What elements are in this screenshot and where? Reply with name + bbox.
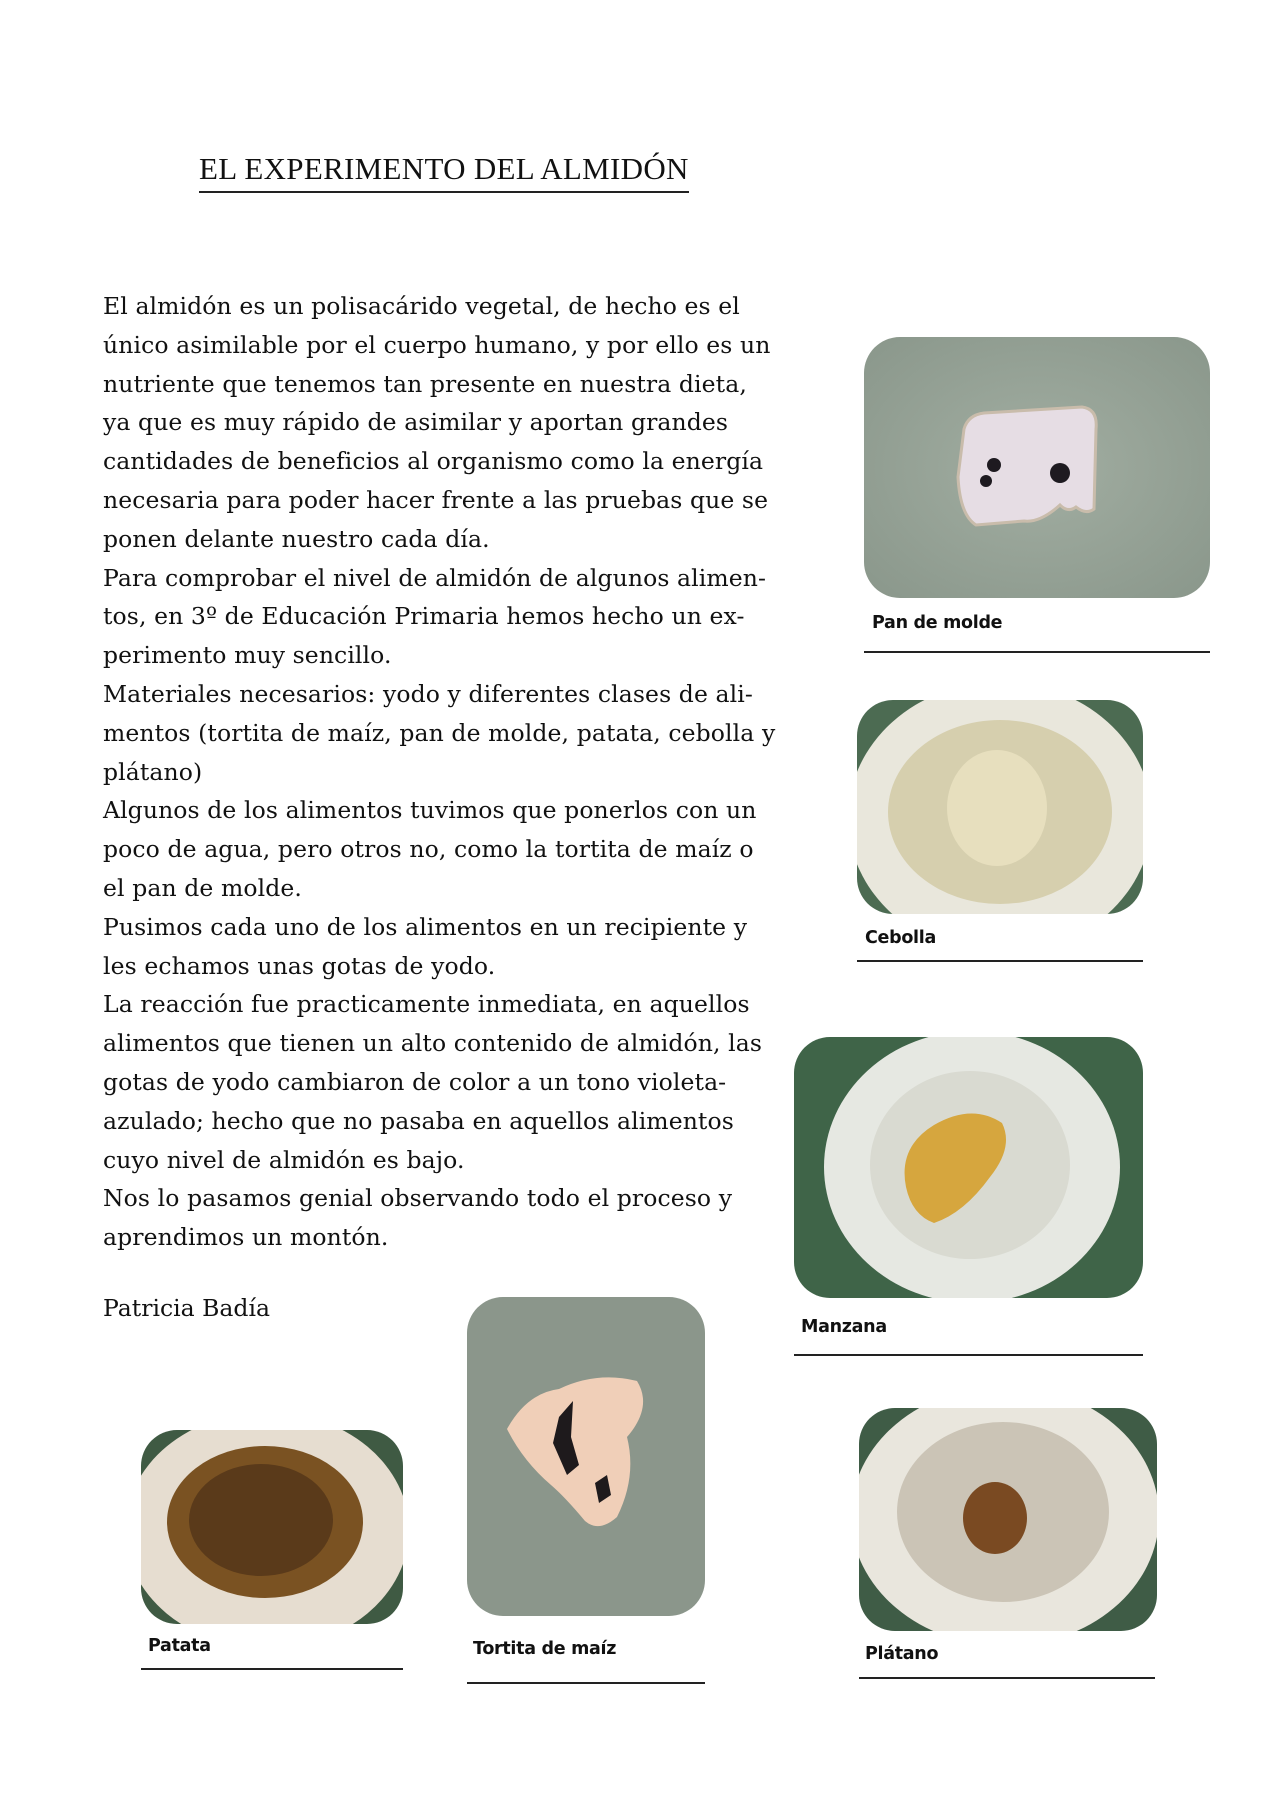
paragraph-procedure: Pusimos cada uno de los alimentos en un recipiente y les echamos unas gotas de yodo.: [103, 912, 748, 980]
photo-manzana: [794, 1037, 1143, 1298]
caption-tortita-de-maiz: Tortita de maíz: [473, 1639, 617, 1659]
paragraph-intro: El almidón es un polisacárido vegetal, de hecho es el único asimilable por el cuerpo humano, y por ello es un nutriente que tenemos tan presente en nuestra dieta, ya que es muy rápido de asimilar y aportan grandes cantidades de beneficios al organismo como la energía necesaria para poder hacer frente a las pruebas que se ponen delante nuestro cada día.: [103, 292, 771, 553]
paragraph-materials: Materiales necesarios: yodo y diferentes clases de ali- mentos (tortita de maíz, pan de molde, patata, cebolla y plátano): [103, 679, 776, 786]
page-title: EL EXPERIMENTO DEL ALMIDÓN: [199, 150, 689, 193]
paragraph-preparation: Algunos de los alimentos tuvimos que ponerlos con un poco de agua, pero otros no, como la tortita de maíz o el pan de molde.: [103, 796, 757, 902]
caption-manzana: Manzana: [801, 1317, 887, 1337]
caption-rule-manzana: [794, 1354, 1143, 1356]
caption-patata: Patata: [148, 1636, 211, 1656]
caption-rule-platano: [859, 1677, 1155, 1679]
paragraph-conclusion: Nos lo pasamos genial observando todo el proceso y aprendimos un montón.: [103, 1184, 733, 1252]
caption-pan-de-molde: Pan de molde: [872, 613, 1003, 633]
photo-tortita-de-maiz: [467, 1297, 705, 1616]
paragraph-result: La reacción fue practicamente inmediata, en aquellos alimentos que tienen un alto contenido de almidón, las gotas de yodo cambiaron de color a un tono violeta- azulado; hecho que no pasaba en aquellos alimentos cuyo nivel de almidón es bajo.: [103, 990, 762, 1174]
caption-rule-pan: [864, 651, 1210, 653]
photo-cebolla: [857, 700, 1143, 914]
photo-pan-de-molde: [864, 337, 1210, 598]
author-name: Patricia Badía: [103, 1294, 270, 1322]
article-body: [103, 287, 803, 1257]
caption-rule-patata: [141, 1668, 403, 1670]
paragraph-purpose: Para comprobar el nivel de almidón de algunos alimen- tos, en 3º de Educación Primaria hemos hecho un ex- perimento muy sencillo.: [103, 563, 767, 670]
caption-cebolla: Cebolla: [865, 928, 936, 948]
caption-platano: Plátano: [865, 1644, 939, 1664]
caption-rule-cebolla: [857, 960, 1143, 962]
caption-rule-tortita: [467, 1682, 705, 1684]
photo-patata: [141, 1430, 403, 1624]
photo-platano: [859, 1408, 1157, 1631]
